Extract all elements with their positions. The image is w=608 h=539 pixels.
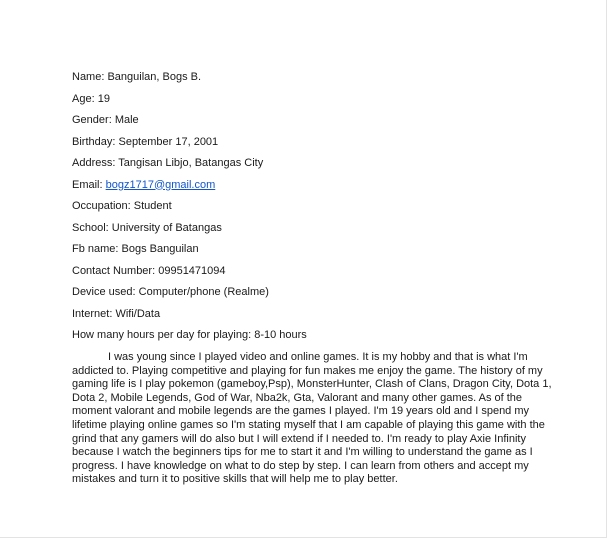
field-label: Internet :	[72, 308, 115, 320]
field-value: 09951471094	[158, 264, 226, 277]
field-label: Name :	[72, 71, 107, 83]
field-label: School :	[72, 222, 112, 234]
field-value: Bogs Banguilan	[121, 243, 199, 255]
field-hours-per-day	[72, 328, 552, 342]
field-label: Gender :	[72, 114, 115, 126]
profile-fields	[72, 70, 552, 350]
field-value: Wifi/Data	[115, 307, 161, 320]
field-contact-number	[72, 264, 552, 278]
field-value: Tangisan Libjo, Batangas City	[118, 157, 264, 169]
field-label: Contact Number :	[72, 265, 158, 277]
field-birthday	[72, 135, 552, 149]
field-fb-name	[72, 242, 552, 256]
field-value: Male	[114, 114, 139, 126]
email-link[interactable]: bogz1717@gmail.com	[105, 178, 216, 191]
field-gender	[72, 113, 552, 127]
field-internet	[72, 307, 552, 321]
field-value: Computer/phone (Realme)	[138, 286, 269, 298]
field-label: How many hours per day for playing :	[72, 329, 254, 341]
field-value: 19	[97, 92, 110, 105]
field-value: 8-10 hours	[254, 329, 307, 341]
field-label: Device used :	[72, 286, 139, 298]
field-label: Fb name :	[72, 243, 122, 255]
field-school	[72, 221, 552, 235]
field-address	[72, 156, 552, 170]
field-age	[72, 92, 552, 106]
field-label: Email :	[72, 179, 106, 191]
essay-paragraph: I was young since I played video and online games. It is my hobby and that is what I'm addicted to. Playing competitive and playing for fun makes me enjoy the game. The history of my gaming life is I play pokemon (gameboy,Psp), MonsterHunter, Clash of Clans, Dragon City, Dota 1, Dota 2, Mobile Legends, God of War, Nba2k, Gta, Valorant and many other games. As of the moment valorant and mobile legends are the games I played. I'm 19 years old and I spend my lifetime playing online games so I'm stating myself that I am capable of playing this game with the grind that any gamers will do also but I will extend if I needed to. I'm ready to play Axie Infinity because I watch the beginners tips for me to start it and I'm willing to understand the game as I progress. I have knowledge on what to do step by step. I can learn from others and accept my mistakes and turn it to positive skills that will help me to play better.	[72, 351, 552, 486]
field-value: Student	[133, 200, 172, 212]
field-device-used	[72, 285, 552, 299]
field-value: Banguilan, Bogs B.	[107, 71, 202, 83]
field-value: September 17, 2001	[118, 135, 219, 148]
field-occupation	[72, 199, 552, 213]
field-value: University of Batangas	[111, 221, 222, 234]
field-label: Occupation :	[72, 200, 134, 212]
field-label: Age :	[72, 93, 98, 105]
field-name	[72, 70, 552, 84]
field-email	[72, 178, 552, 192]
field-label: Birthday :	[72, 136, 118, 148]
field-label: Address :	[72, 157, 118, 169]
